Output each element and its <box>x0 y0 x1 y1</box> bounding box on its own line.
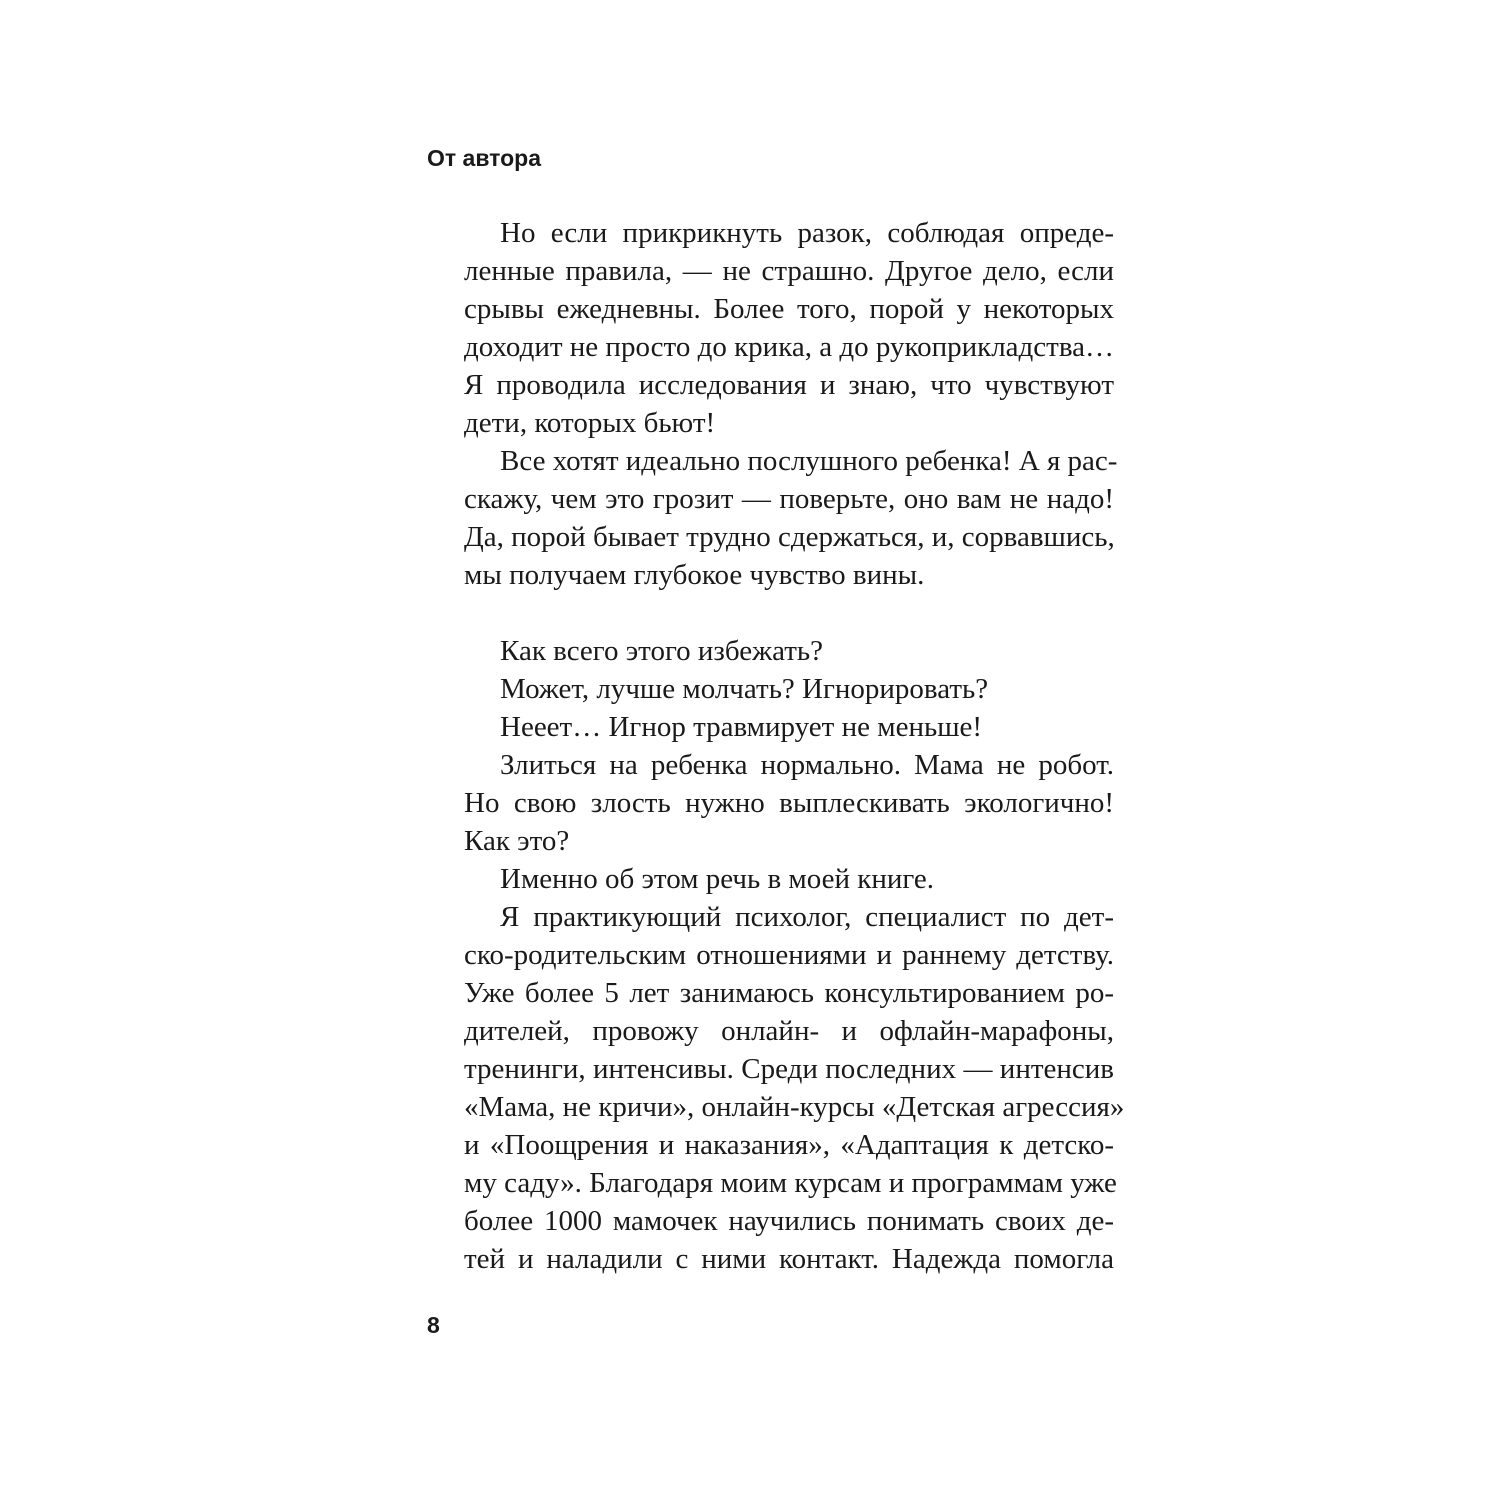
text-line: Но если прикрикнуть разок, соблюдая опреде- <box>500 217 1114 249</box>
text-line: дителей, провожу онлайн- и офлайн-марафоны, <box>464 1015 1114 1047</box>
page-number: 8 <box>427 1312 440 1338</box>
text-line: тренинги, интенсивы. Среди последних — интенсив <box>464 1053 1114 1085</box>
text-line: Уже более 5 лет занимаюсь консультированием ро- <box>464 977 1114 1009</box>
text-line: му саду». Благодаря моим курсам и программам уже <box>464 1167 1117 1199</box>
text-line: Как всего этого избежать? <box>500 635 824 667</box>
running-head: От автора <box>427 145 542 171</box>
text-line: Как это? <box>464 825 570 857</box>
text-line: Злиться на ребенка нормально. Мама не робот. <box>500 749 1114 781</box>
paragraph-gap <box>464 594 1114 632</box>
text-line: Я практикующий психолог, специалист по дет- <box>500 901 1114 933</box>
text-line: срывы ежедневны. Более того, порой у некоторых <box>464 293 1114 325</box>
text-line: Может, лучше молчать? Игнорировать? <box>500 673 989 705</box>
text-line: Я проводила исследования и знаю, что чувствуют <box>464 369 1114 401</box>
text-line: более 1000 мамочек научились понимать своих де- <box>464 1205 1114 1237</box>
text-line: мы получаем глубокое чувство вины. <box>464 559 925 591</box>
text-line: ленные правила, — не страшно. Другое дело, если <box>464 255 1114 287</box>
text-line: Но свою злость нужно выплескивать экологично! <box>464 787 1114 819</box>
text-line: Все хотят идеально послушного ребенка! А я рас- <box>500 445 1118 477</box>
text-line: доходит не просто до крика, а до рукоприкладства… <box>464 331 1115 363</box>
text-line: Нееет… Игнор травмирует не меньше! <box>500 711 983 743</box>
text-line: тей и наладили с ними контакт. Надежда помогла <box>464 1243 1114 1275</box>
text-line: ско-родительским отношениями и раннему детству. <box>464 939 1114 971</box>
text-line: «Мама, не кричи», онлайн-курсы «Детская агрессия» <box>464 1091 1125 1123</box>
text-line: дети, которых бьют! <box>464 407 716 439</box>
text-line: и «Поощрения и наказания», «Адаптация к детско- <box>464 1129 1114 1161</box>
body-text <box>464 214 1125 1278</box>
text-line: скажу, чем это грозит — поверьте, оно вам не надо! <box>464 483 1114 515</box>
text-line: Именно об этом речь в моей книге. <box>500 863 935 895</box>
text-line: Да, порой бывает трудно сдержаться, и, сорвавшись, <box>464 521 1115 553</box>
